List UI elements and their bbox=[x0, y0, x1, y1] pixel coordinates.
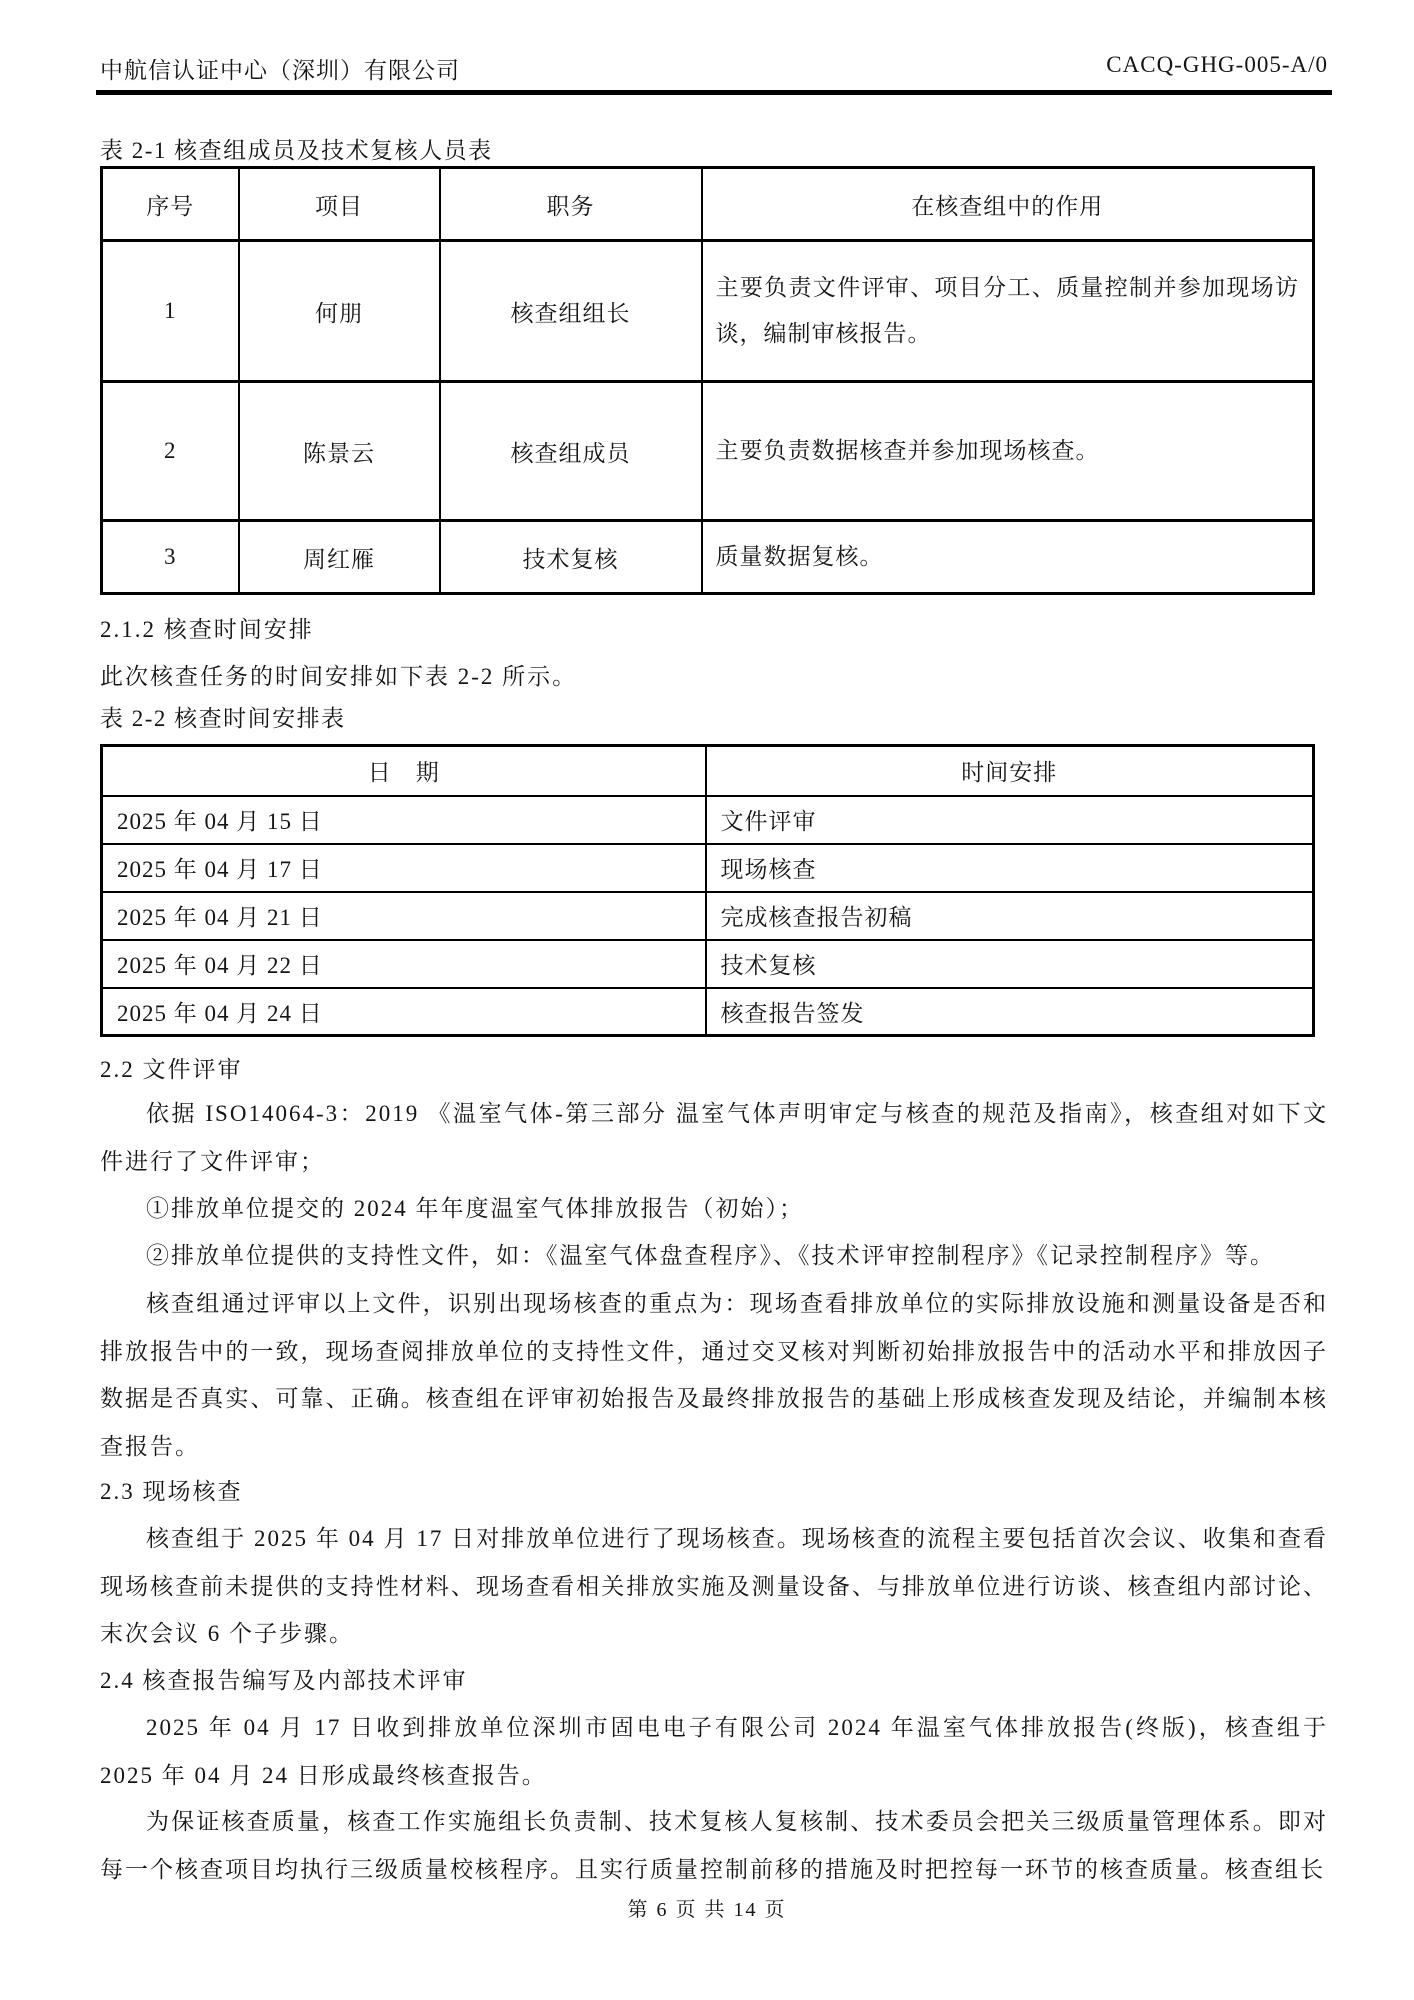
table-row bbox=[102, 241, 1314, 382]
table-row bbox=[102, 892, 1314, 940]
schedule-table-caption: 表 2-2 核查时间安排表 bbox=[100, 706, 346, 731]
section-22-paragraph: 依据 ISO14064-3：2019 《温室气体-第三部分 温室气体声明审定与核查的规范及指南》，核查组对如下文件进行了文件评审； bbox=[100, 1101, 1328, 1174]
schedule-table-header-row bbox=[102, 746, 1314, 796]
col-header-date: 日 期 bbox=[102, 746, 706, 796]
cell-activity: 现场核查 bbox=[706, 844, 1314, 892]
cell-activity: 完成核查报告初稿 bbox=[706, 892, 1314, 940]
table-row bbox=[102, 940, 1314, 988]
cell-date: 2025 年 04 月 17 日 bbox=[102, 844, 706, 892]
cell-no: 2 bbox=[102, 382, 239, 521]
section-heading-24: 2.4 核查报告编写及内部技术评审 bbox=[100, 1668, 468, 1693]
section-heading-23: 2.3 现场核查 bbox=[100, 1479, 243, 1504]
table-row bbox=[102, 521, 1314, 594]
header-company-name: 中航信认证中心（深圳）有限公司 bbox=[100, 58, 460, 83]
cell-duty: 主要负责数据核查并参加现场核查。 bbox=[702, 382, 1314, 521]
cell-activity: 技术复核 bbox=[706, 940, 1314, 988]
team-table-header-row bbox=[102, 168, 1314, 241]
cell-date: 2025 年 04 月 15 日 bbox=[102, 796, 706, 844]
col-header-role: 职务 bbox=[440, 168, 702, 241]
section-22-paragraph: 核查组通过评审以上文件，识别出现场核查的重点为：现场查看排放单位的实际排放设施和测量设备是否和排放报告中的一致，现场查阅排放单位的支持性文件，通过交叉核对判断初始排放报告中的活动水平和排放因子数据是否真实、可靠、正确。核查组在评审初始报告及最终排放报告的基础上形成核查发现及结论，并编制本核查报告。 bbox=[100, 1291, 1328, 1459]
cell-duty: 主要负责文件评审、项目分工、质量控制并参加现场访谈，编制审核报告。 bbox=[702, 241, 1314, 382]
section-24-paragraph: 2025 年 04 月 17 日收到排放单位深圳市固电电子有限公司 2024 年温室气体排放报告(终版)，核查组于 2025 年 04 月 24 日形成最终核查报告。 bbox=[100, 1715, 1328, 1788]
team-table-caption: 表 2-1 核查组成员及技术复核人员表 bbox=[100, 138, 493, 163]
table-row bbox=[102, 844, 1314, 892]
table-row bbox=[102, 382, 1314, 521]
section-22-list-item-2: ②排放单位提供的支持性文件，如：《温室气体盘查程序》、《技术评审控制程序》《记录控制程序》等。 bbox=[146, 1243, 1275, 1268]
schedule-table bbox=[100, 744, 1315, 1037]
table-row bbox=[102, 796, 1314, 844]
section-212-intro: 此次核查任务的时间安排如下表 2-2 所示。 bbox=[100, 664, 578, 689]
header-doc-code: CACQ-GHG-005-A/0 bbox=[1106, 52, 1328, 77]
cell-role: 核查组组长 bbox=[440, 241, 702, 382]
cell-role: 核查组成员 bbox=[440, 382, 702, 521]
table-row bbox=[102, 988, 1314, 1036]
col-header-no: 序号 bbox=[102, 168, 239, 241]
cell-role: 技术复核 bbox=[440, 521, 702, 594]
cell-name: 何朋 bbox=[239, 241, 440, 382]
cell-no: 3 bbox=[102, 521, 239, 594]
cell-date: 2025 年 04 月 21 日 bbox=[102, 892, 706, 940]
section-heading-212: 2.1.2 核查时间安排 bbox=[100, 617, 314, 642]
page-number: 第 6 页 共 14 页 bbox=[627, 1899, 787, 1921]
cell-name: 陈景云 bbox=[239, 382, 440, 521]
cell-activity: 核查报告签发 bbox=[706, 988, 1314, 1036]
header-rule bbox=[96, 90, 1332, 95]
cell-duty: 质量数据复核。 bbox=[702, 521, 1314, 594]
col-header-name: 项目 bbox=[239, 168, 440, 241]
col-header-duty: 在核查组中的作用 bbox=[702, 168, 1314, 241]
section-23-paragraph: 核查组于 2025 年 04 月 17 日对排放单位进行了现场核查。现场核查的流程主要包括首次会议、收集和查看现场核查前未提供的支持性材料、现场查看相关排放实施及测量设备、与排放单位进行访谈、核查组内部讨论、末次会议 6 个子步骤。 bbox=[100, 1526, 1328, 1646]
cell-date: 2025 年 04 月 22 日 bbox=[102, 940, 706, 988]
cell-date: 2025 年 04 月 24 日 bbox=[102, 988, 706, 1036]
cell-name: 周红雁 bbox=[239, 521, 440, 594]
team-table bbox=[100, 166, 1315, 595]
section-heading-22: 2.2 文件评审 bbox=[100, 1057, 243, 1082]
col-header-activity: 时间安排 bbox=[706, 746, 1314, 796]
section-24-paragraph: 为保证核查质量，核查工作实施组长负责制、技术复核人复核制、技术委员会把关三级质量管理体系。即对每一个核查项目均执行三级质量校核程序。且实行质量控制前移的措施及时把控每一环节的核查质量。核查组长 bbox=[100, 1809, 1328, 1882]
cell-activity: 文件评审 bbox=[706, 796, 1314, 844]
section-22-list-item-1: ①排放单位提交的 2024 年年度温室气体排放报告（初始）； bbox=[146, 1196, 804, 1221]
cell-no: 1 bbox=[102, 241, 239, 382]
